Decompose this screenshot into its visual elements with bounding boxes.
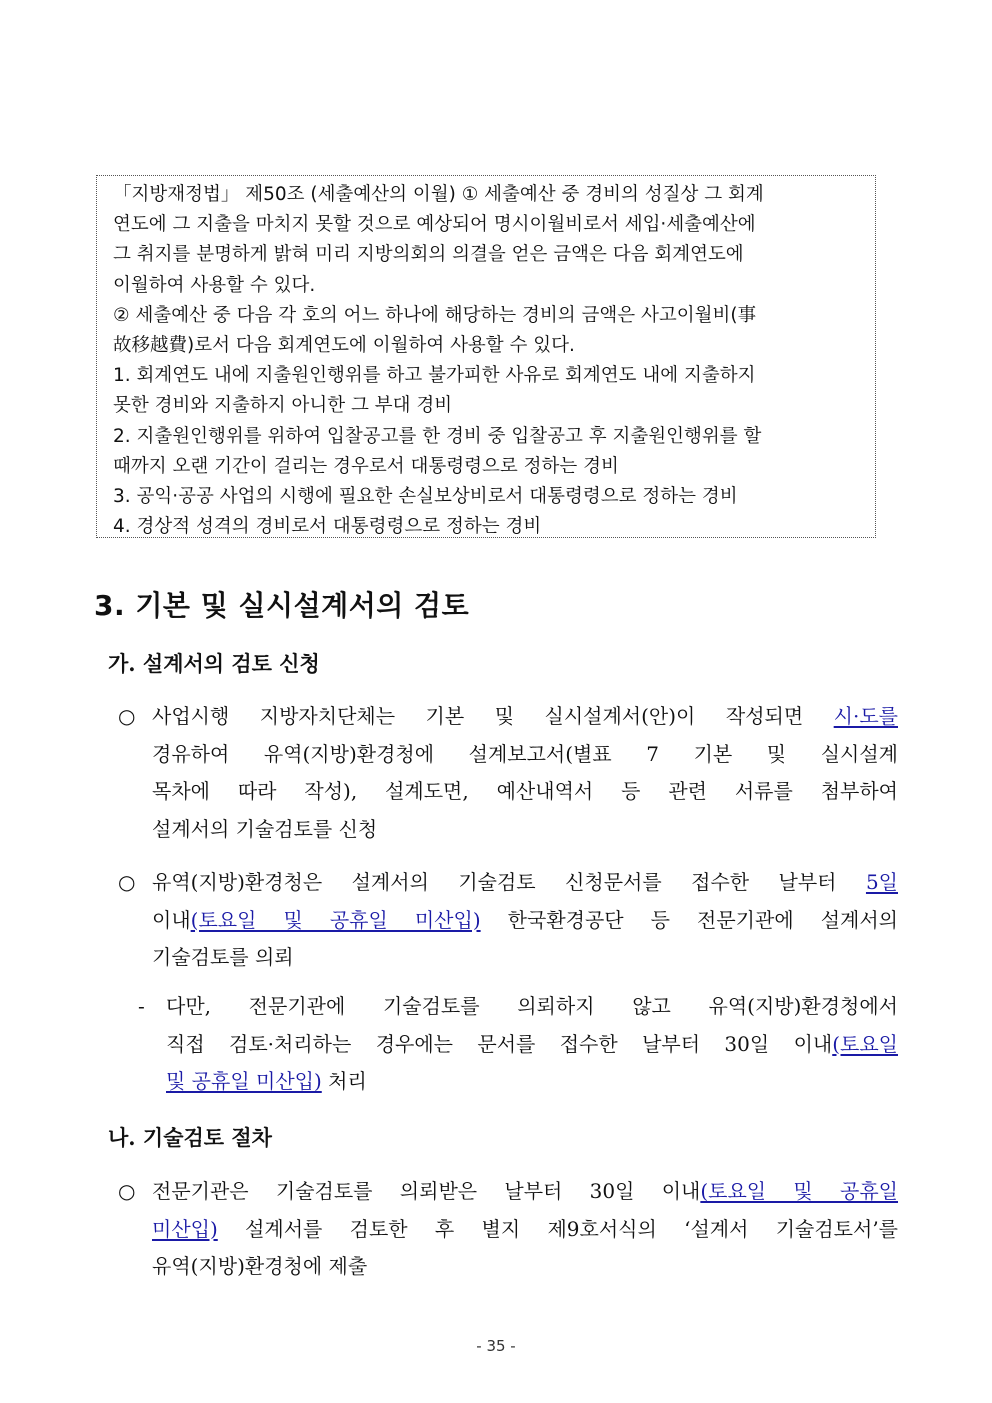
law-line-9: 2. 지출원인행위를 위하여 입찰공고를 한 경비 중 입찰공고 후 지출원인행위를 할 [113,425,762,447]
paragraph-review-procedure [152,1173,898,1286]
law-quote-box [96,175,876,538]
paragraph-line: 다만, 전문기관에 기술검토를 의뢰하지 않고 유역(지방)환경청에서 [166,994,898,1018]
link-sido[interactable]: 시·도를 [833,704,898,728]
bullet-icon: ○ [118,704,136,728]
page-number: - 35 - [476,1337,516,1355]
dash-marker: - [138,994,145,1018]
paragraph-line: 설계서의 기술검토를 신청 [152,816,378,841]
paragraph-line: 미산입) 설계서를 검토한 후 별지 제9호서식의 ‘설계서 기술검토서’를 [152,1216,898,1241]
link-holiday-excluded[interactable]: (토요일 및 공휴일 미산입) [190,907,481,932]
law-line-3: 그 취지를 분명하게 밝혀 미리 지방의회의 의결을 얻은 금액은 다음 회계연도에 [113,244,744,266]
paragraph-line: 직접 검토·처리하는 경우에는 문서를 접수한 날부터 30일 이내(토요일 [166,1031,898,1056]
link-holiday-clause[interactable]: (토요일 및 공휴일 [700,1179,899,1203]
section-title: 3. 기본 및 실시설계서의 검토 [94,589,470,622]
paragraph-line: 전문기관은 기술검토를 의뢰받은 날부터 30일 이내(토요일 및 공휴일 [152,1179,899,1203]
subsection-a-title: 가. 설계서의 검토 신청 [108,651,320,676]
paragraph-line: 유역(지방)환경청은 설계서의 기술검토 신청문서를 접수한 날부터 5일 [152,870,898,894]
law-line-7: 1. 회계연도 내에 지출원인행위를 하고 불가피한 사유로 회계연도 내에 지출하지 [113,365,756,387]
link-5-days[interactable]: 5일 [865,870,898,894]
link-holiday-excluded[interactable]: 및 공휴일 미산입) [166,1069,322,1093]
paragraph-line: 사업시행 지방자치단체는 기본 및 실시설계서(안)이 작성되면 시·도를 [152,704,898,728]
paragraph-line: 및 공휴일 미산입) 처리 [166,1069,367,1093]
paragraph-line: 기술검토를 의뢰 [152,945,294,969]
paragraph-design-review-request [152,698,898,848]
law-line-1: 「지방재정법」 제50조 (세출예산의 이월) ① 세출예산 중 경비의 성질상 그 회계 [113,184,764,205]
paragraph-direct-review [166,988,898,1101]
paragraph-line: 이내(토요일 및 공휴일 미산입) 한국환경공단 등 전문기관에 설계서의 [152,907,898,932]
law-line-4: 이월하여 사용할 수 있다. [113,274,316,296]
subsection-b-title: 나. 기술검토 절차 [108,1125,272,1150]
link-not-included[interactable]: 미산입) [152,1216,218,1241]
law-line-8: 못한 경비와 지출하지 아니한 그 부대 경비 [113,395,453,417]
paragraph-line: 유역(지방)환경청에 제출 [152,1254,368,1278]
paragraph-line: 경유하여 유역(지방)환경청에 설계보고서(별표 7 기본 및 실시설계 [152,741,898,766]
law-line-5: ② 세출예산 중 다음 각 호의 어느 하나에 해당하는 경비의 금액은 사고이월비(事 [113,304,757,326]
bullet-icon: ○ [118,1179,136,1203]
law-line-6: 故移越費)로서 다음 회계연도에 이월하여 사용할 수 있다. [113,335,575,357]
bullet-icon: ○ [118,870,136,894]
paragraph-env-office-request [152,864,898,977]
paragraph-line: 목차에 따라 작성), 설계도면, 예산내역서 등 관련 서류를 첨부하여 [152,779,898,803]
link-saturday[interactable]: (토요일 [832,1031,898,1056]
law-line-2: 연도에 그 지출을 마치지 못할 것으로 예상되어 명시이월비로서 세입·세출예산에 [113,214,756,236]
law-line-10: 때까지 오랜 기간이 걸리는 경우로서 대통령령으로 정하는 경비 [113,455,619,477]
law-line-12: 4. 경상적 성격의 경비로서 대통령령으로 정하는 경비 [113,516,542,538]
law-line-11: 3. 공익·공공 사업의 시행에 필요한 손실보상비로서 대통령령으로 정하는 경비 [113,486,738,508]
